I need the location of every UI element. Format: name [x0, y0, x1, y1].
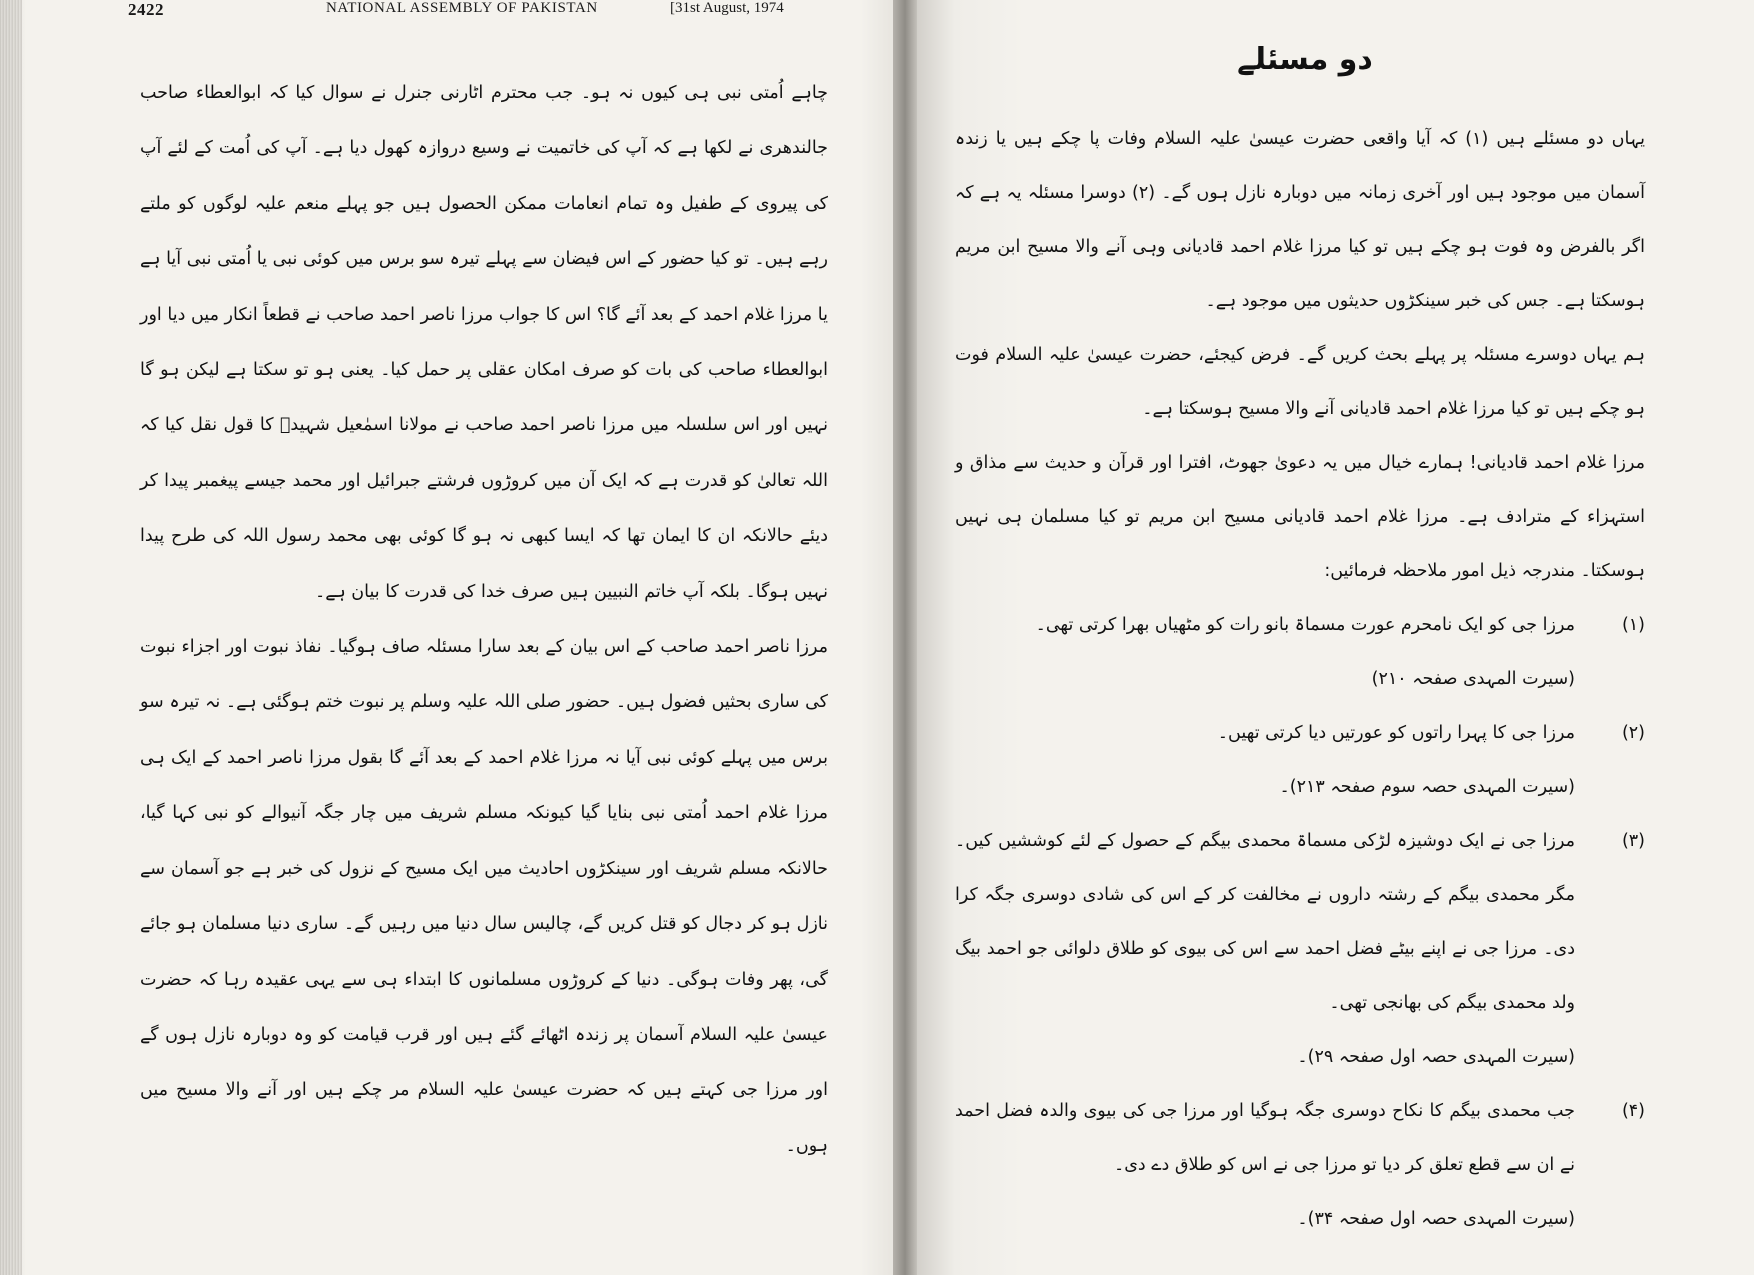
right-page-body: [955, 112, 1645, 1246]
left-page-body: [140, 66, 828, 1174]
left-paragraph-1: چاہے اُمتی نبی ہی کیوں نہ ہو۔ جب محترم اٹارنی جنرل نے سوال کیا کہ ابوالعطاء صاحب جالندھری نے لکھا ہے کہ آپ کی خاتمیت نے وسیع دروازہ کھول دیا ہے۔ آپ کی اُمت کے لئے آپ کی پیروی کے طفیل وہ تمام انعامات ممکن الحصول ہیں جو پہلے منعم علیہ لوگوں کو ملتے رہے ہیں۔ تو کیا حضور کے اس فیضان سے پہلے تیرہ سو برس میں کوئی نبی یا اُمتی نبی آیا ہے یا مرزا غلام احمد کے بعد آئے گا؟ اس کا جواب مرزا ناصر احمد صاحب نے قطعاً انکار میں دیا اور ابوالعطاء صاحب کی بات کو صرف امکان عقلی پر حمل کیا۔ یعنی ہو تو سکتا ہے لیکن ہو گا نہیں اور اس سلسلہ میں مرزا ناصر احمد صاحب نے مولانا اسمٰعیل شہیدؒ کا قول نقل کیا کہ اللہ تعالیٰ کو قدرت ہے کہ ایک آن میں کروڑوں فرشتے جبرائیل اور محمد جیسے پیغمبر پیدا کر دیئے حالانکہ ان کا ایمان تھا کہ ایسا کبھی نہ ہو گا کوئی بھی محمد رسول اللہ کی طرح پیدا نہیں ہوگا۔ بلکہ آپ خاتم النبیین ہیں صرف خدا کی قدرت کا بیان ہے۔: [140, 83, 828, 602]
list-item-text: جب محمدی بیگم کا نکاح دوسری جگہ ہوگیا اور مرزا جی کی بیوی والدہ فضل احمد نے ان سے قطع تعلق کر دیا تو مرزا جی نے اس کو طلاق دے دی۔: [955, 1101, 1575, 1175]
list-item-reference: (سیرت المہدی حصہ اول صفحہ ۲۹)۔: [1297, 1047, 1575, 1067]
list-item-text: مرزا جی کو ایک نامحرم عورت مسماۃ بانو رات کو مٹھیاں بھرا کرتی تھی۔: [1035, 615, 1575, 635]
header-date: [31st August, 1974: [670, 0, 784, 16]
right-paragraph-3: مرزا غلام احمد قادیانی! ہمارے خیال میں یہ دعویٰ جھوٹ، افترا اور قرآن و حدیث سے مذاق و استہزاء کے مترادف ہے۔ مرزا غلام احمد قادیانی مسیح ابن مریم تو کیا مسلمان ہی نہیں ہوسکتا۔ مندرجہ ذیل امور ملاحظہ فرمائیں:: [955, 453, 1645, 581]
list-item: [955, 814, 1645, 1084]
page-edge-stack: [0, 0, 22, 1275]
right-paragraph-1: یہاں دو مسئلے ہیں (۱) کہ آیا واقعی حضرت عیسیٰ علیہ السلام وفات پا چکے ہیں یا زندہ آسمان میں موجود ہیں اور آخری زمانہ میں دوبارہ نازل ہوں گے۔ (۲) دوسرا مسئلہ یہ ہے کہ اگر بالفرض وہ فوت ہو چکے ہیں تو کیا مرزا غلام احمد قادیانی وہی آنے والا مسیح ابن مریم ہوسکتا ہے۔ جس کی خبر سینکڑوں حدیثوں میں موجود ہے۔: [955, 129, 1645, 311]
list-item-text: مرزا جی نے ایک دوشیزہ لڑکی مسماۃ محمدی بیگم کے حصول کے لئے کوششیں کیں۔ مگر محمدی بیگم کے رشتہ داروں نے مخالفت کر کے اس کی شادی دوسری جگہ کرا دی۔ مرزا جی نے اپنے بیٹے فضل احمد سے اس کی بیوی کو طلاق دلوائی جو احمد بیگ ولد محمدی بیگم کی بھانجی تھی۔: [955, 831, 1575, 1013]
running-header: [0, 0, 905, 24]
right-paragraph-2: ہم یہاں دوسرے مسئلہ پر پہلے بحث کریں گے۔ فرض کیجئے، حضرت عیسیٰ علیہ السلام فوت ہو چکے ہیں تو کیا مرزا غلام احمد قادیانی آنے والا مسیح ہوسکتا ہے۔: [955, 345, 1645, 419]
section-heading: دو مسئلے: [1237, 42, 1373, 77]
header-title: NATIONAL ASSEMBLY OF PAKISTAN: [326, 0, 598, 16]
list-item-number: (۲): [1621, 723, 1645, 743]
left-paragraph-2: مرزا ناصر احمد صاحب کے اس بیان کے بعد سارا مسئلہ صاف ہوگیا۔ نفاذ نبوت اور اجزاء نبوت کی ساری بحثیں فضول ہیں۔ حضور صلی اللہ علیہ وسلم پر نبوت ختم ہوگئی ہے۔ نہ تیرہ سو برس میں پہلے کوئی نبی آیا نہ مرزا غلام احمد کے بعد آئے گا بقول مرزا ناصر احمد کے ایک ہی مرزا غلام احمد اُمتی نبی بنایا گیا کیونکہ مسلم شریف میں چار جگہ آنیوالے کو نبی کہا گیا، حالانکہ مسلم شریف اور سینکڑوں احادیث میں ایک مسیح کے نزول کی خبر ہے جو آسمان سے نازل ہو کر دجال کو قتل کریں گے، چالیس سال دنیا میں رہیں گے۔ ساری دنیا مسلمان ہو جائے گی، پھر وفات ہوگی۔ دنیا کے کروڑوں مسلمانوں کا ابتداء ہی سے یہی عقیدہ رہا کہ حضرت عیسیٰ علیہ السلام آسمان پر زندہ اٹھائے گئے ہیں اور قرب قیامت کو وہ دوبارہ نازل ہوں گے اور مرزا جی کہتے ہیں کہ حضرت عیسیٰ علیہ السلام مر چکے ہیں اور آنے والا مسیح میں ہوں۔: [140, 637, 828, 1156]
list-item: [955, 598, 1645, 706]
list-item-text: مرزا جی کا پہرا راتوں کو عورتیں دیا کرتی تھیں۔: [1217, 723, 1575, 743]
list-item-reference: (سیرت المہدی حصہ اول صفحہ ۳۴)۔: [1297, 1209, 1575, 1229]
list-item-number: (۴): [1621, 1101, 1645, 1121]
page-number: 2422: [128, 0, 164, 19]
list-item: [955, 706, 1645, 814]
list-item-reference: (سیرت المہدی صفحہ ۲۱۰): [1371, 669, 1575, 689]
book-gutter: [893, 0, 917, 1275]
list-item: [955, 1084, 1645, 1246]
list-item-reference: (سیرت المہدی حصہ سوم صفحہ ۲۱۳)۔: [1279, 777, 1575, 797]
list-item-number: (۱): [1621, 615, 1645, 635]
list-item-number: (۳): [1621, 831, 1645, 851]
